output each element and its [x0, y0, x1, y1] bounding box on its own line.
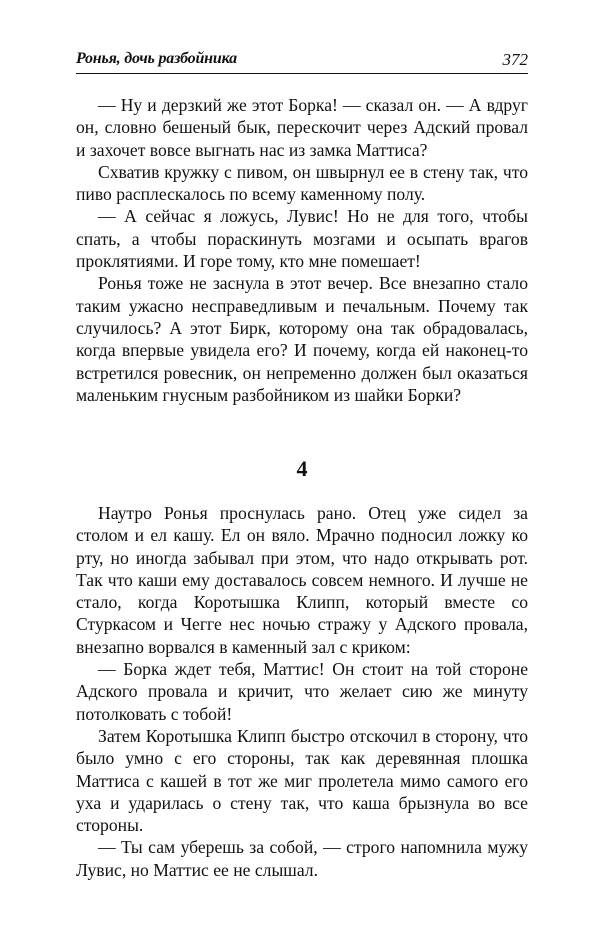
page-header — [76, 50, 528, 76]
paragraph: — Ну и дерзкий же этот Борка! — сказал он. — А вдруг он, словно бешеный бык, перескочит через Адский провал и захочет вовсе выгнать нас из замка Маттиса? — [76, 95, 528, 160]
paragraph: — Борка ждет тебя, Маттис! Он стоит на той стороне Адского провала и кричит, что желает сию же минуту потолковать с тобой! — [76, 659, 528, 724]
paragraph: Наутро Ронья проснулась рано. Отец уже сидел за столом и ел кашу. Ел он вяло. Мрачно подносил ложку ко рту, но иногда забывал при этом, что надо открывать рот. Так что каши ему доставалось совсем немного. И лучше не стало, когда Коротышка Клипп, который вместе со Стуркасом и Чегге нес ночью стражу у Адского провала, внезапно ворвался в каменный зал с криком: — [76, 503, 528, 657]
paragraph: Ронья тоже не заснула в этот вечер. Все внезапно стало таким ужасно несправедливым и печальным. Почему так случилось? А этот Бирк, которому она так обрадовалась, когда впервые увидела его? И почему, когда ей наконец-то встретился ровесник, он непременно должен был оказаться маленьким гнусным разбойником из шайки Борки? — [76, 273, 528, 405]
paragraph: Затем Коротышка Клипп быстро отскочил в сторону, что было умно с его стороны, так как деревянная плошка Маттиса с кашей в тот же миг пролетела мимо самого его уха и ударилась о стену так, что каша брызнула во все стороны. — [76, 725, 528, 836]
paragraph: — Ты сам уберешь за собой, — строго напомнила мужу Лувис, но Маттис ее не слышал. — [76, 837, 528, 880]
paragraph: — А сейчас я ложусь, Лувис! Но не для того, чтобы спать, а чтобы пораскинуть мозгами и осыпать врагов проклятиями. И горе тому, кто мне помешает! — [76, 206, 528, 272]
page-number: 372 — [502, 50, 528, 69]
text-section-1 — [76, 94, 528, 406]
text-section-2 — [76, 502, 528, 881]
chapter-number: 4 — [296, 456, 308, 481]
running-title: Ронья, дочь разбойника — [76, 50, 237, 67]
paragraph: Схватив кружку с пивом, он швырнул ее в стену так, что пиво расплескалось по всему каменному полу. — [76, 161, 528, 205]
header-rule — [76, 73, 528, 74]
